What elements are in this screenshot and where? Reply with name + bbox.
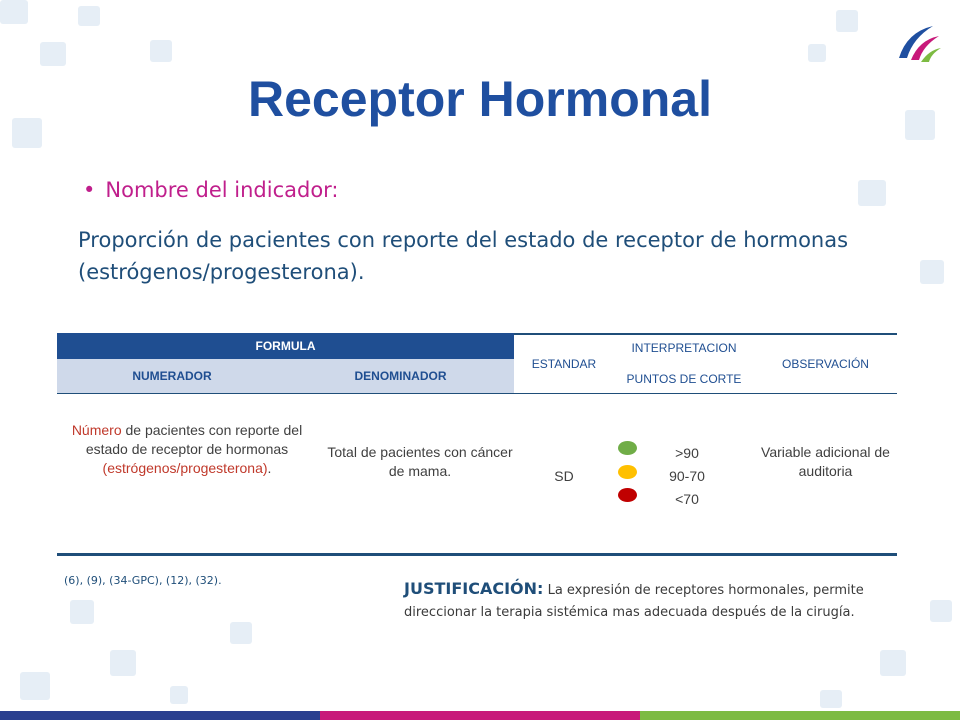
decor-square: [70, 600, 94, 624]
numerador-hormones: (estrógenos/progesterona): [102, 460, 268, 476]
decor-square: [230, 622, 252, 644]
green-dot-icon: [618, 441, 637, 455]
denominador-header: DENOMINADOR: [287, 359, 514, 393]
numerador-emphasis: Número: [71, 422, 122, 438]
decor-square: [820, 690, 842, 708]
brand-logo: [895, 24, 941, 66]
decor-square: [808, 44, 826, 62]
table-bottom-rule: [57, 553, 897, 556]
justification-text: La expresión de receptores hormonales, permite direccionar la terapia sistémica mas adecuada después de la cirugía.: [404, 583, 864, 620]
bottom-bar-magenta: [320, 711, 640, 720]
observacion-header: OBSERVACIÓN: [782, 357, 869, 371]
decor-square: [78, 6, 100, 26]
estandar-cell: SD: [554, 468, 574, 484]
bottom-bar-green: [640, 711, 960, 720]
decor-square: [836, 10, 858, 32]
indicator-table: [57, 333, 897, 556]
header-bottom-rule: [57, 393, 897, 394]
decor-square: [0, 0, 28, 24]
slide-title: Receptor Hormonal: [248, 71, 712, 127]
denominador-cell: Total de pacientes con cáncer de mama.: [327, 444, 513, 479]
decor-square: [20, 672, 50, 700]
decor-square: [170, 686, 188, 704]
observacion-cell: Variable adicional de auditoria: [761, 444, 890, 479]
bullet-icon: •: [83, 178, 96, 202]
decor-square: [110, 650, 136, 676]
interpretacion-header: INTERPRETACION: [631, 341, 737, 355]
indicator-description: Proporción de pacientes con reporte del estado de receptor de hormonas (estrógenos/progesterona).: [78, 228, 849, 284]
cutpoint-high: >90: [675, 445, 699, 461]
red-dot-icon: [618, 488, 637, 502]
cutpoint-mid: 90-70: [669, 468, 705, 484]
bullet-label: Nombre del indicador:: [105, 178, 339, 202]
numerador-header: NUMERADOR: [57, 359, 287, 393]
decor-square: [930, 600, 952, 622]
bottom-bar-blue: [0, 711, 320, 720]
justification: [404, 578, 916, 624]
references: (6), (9), (34-GPC), (12), (32).: [64, 574, 222, 587]
decor-square: [880, 650, 906, 676]
justification-heading: JUSTIFICACIÓN:: [404, 579, 544, 598]
indicator-bullet: [83, 178, 339, 202]
decor-square: [858, 180, 886, 206]
numerador-cell: [59, 421, 315, 478]
cutpoint-low: <70: [675, 491, 699, 507]
numerador-period: .: [267, 460, 272, 476]
estandar-header: ESTANDAR: [531, 357, 597, 371]
yellow-dot-icon: [618, 465, 637, 479]
decor-square: [920, 260, 944, 284]
decor-square: [40, 42, 66, 66]
numerador-text: de pacientes con reporte del estado de receptor de hormonas: [85, 422, 303, 457]
formula-header: FORMULA: [57, 333, 514, 359]
decor-square: [150, 40, 172, 62]
puntos-header: PUNTOS DE CORTE: [626, 372, 742, 386]
